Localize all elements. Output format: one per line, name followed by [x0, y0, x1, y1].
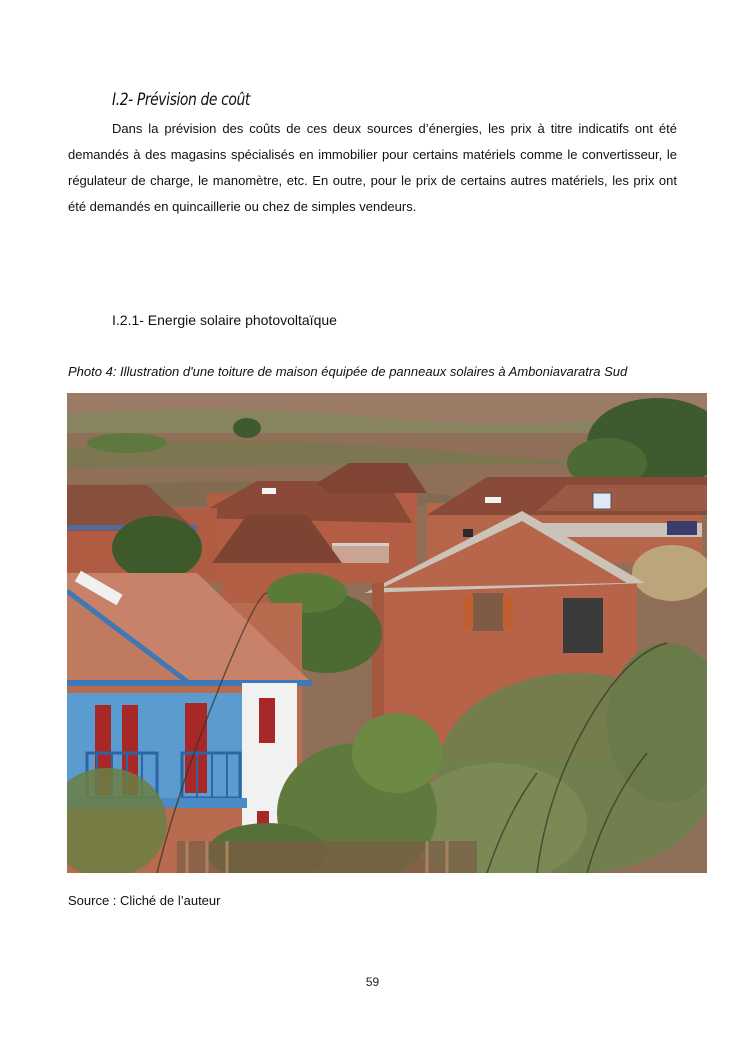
- subsection-title: I.2.1- Energie solaire photovoltaïque: [112, 312, 337, 328]
- section-title: I.2- Prévision de coût: [112, 90, 250, 110]
- page-number: 59: [365, 975, 380, 989]
- figure-source: Source : Cliché de l’auteur: [68, 893, 221, 908]
- village-photo: [67, 393, 707, 873]
- village-photo-illustration: [67, 393, 707, 873]
- body-paragraph: Dans la prévision des coûts de ces deux sources d’énergies, les prix à titre indicatifs ont été demandés à des magasins spécialisés en immobilier pour certains matériels comme le convertisseur, le régulateur de charge, le manomètre, etc. En outre, pour le prix de certains autres matériels, les prix ont été demandés en quincaillerie ou chez de simples vendeurs.: [68, 121, 677, 214]
- figure-caption: Photo 4: Illustration d'une toiture de maison équipée de panneaux solaires à Amboniavaratra Sud: [68, 364, 628, 379]
